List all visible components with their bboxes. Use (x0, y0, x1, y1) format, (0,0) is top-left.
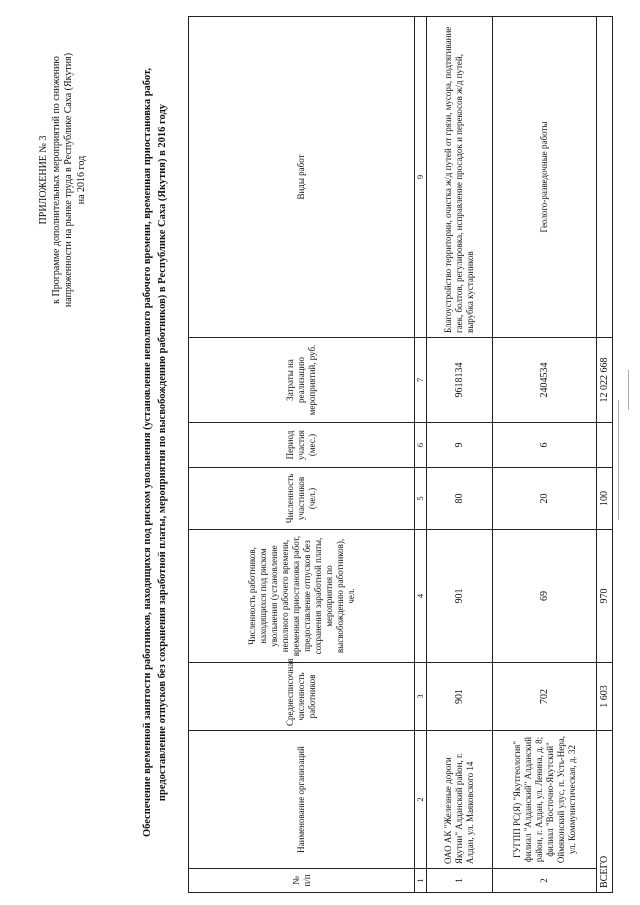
appendix-line-3: на 2016 год (75, 155, 87, 205)
scan-mark-line (628, 370, 629, 410)
column-number: 7 (415, 338, 427, 423)
total-avg: 1 603 (597, 663, 613, 731)
employment-table (188, 16, 613, 893)
appendix-title: ПРИЛОЖЕНИЕ № 3 (38, 135, 49, 225)
column-number: 2 (415, 731, 427, 869)
row-risk: 901 (427, 530, 493, 663)
total-works-empty (597, 17, 613, 338)
row-risk: 69 (493, 530, 597, 663)
header-period: Период участия (мес.) (189, 423, 415, 468)
header-org: Наименование организаций (189, 731, 415, 869)
row-cost: 2404534 (493, 338, 597, 423)
total-participants: 100 (597, 468, 613, 530)
row-participants: 80 (427, 468, 493, 530)
row-period: 9 (427, 423, 493, 468)
row-works: Геолого-разведочные работы (493, 17, 597, 338)
column-number: 1 (415, 869, 427, 893)
total-period-empty (597, 423, 613, 468)
column-numbers-row (415, 17, 427, 893)
column-number: 5 (415, 468, 427, 530)
total-risk: 970 (597, 530, 613, 663)
total-cost: 12 022 668 (597, 338, 613, 423)
row-works: Благоустройство территории, очистка ж/д путей от грязи, мусора, подтягивание гаек, болтов, регулировка, исправление просадок и перекосов ж/д путей, вырубка кустарников (427, 17, 493, 338)
header-cost: Затраты на реализацию мероприятий, руб. (189, 338, 415, 423)
row-num: 2 (493, 869, 597, 893)
total-label: ВСЕГО (597, 731, 613, 893)
table-row (493, 17, 597, 893)
appendix-line-1: к Программе дополнительных мероприятий по снижению (50, 56, 62, 304)
header-row (189, 17, 415, 893)
column-number: 6 (415, 423, 427, 468)
row-org: ГУГПП РС(Я) "Якутгеология" филиал "Алданский" Алданский район, г. Алдан, ул. Ленина, д. 8; филиал "Восточно-Якутский" Оймяконский улус, п. Усть-Нера, ул. Коммунистическая, д. 32 (493, 731, 597, 869)
row-period: 6 (493, 423, 597, 468)
appendix-line-2: напряженности на рынке труда в Республике Саха (Якутия) (63, 52, 74, 308)
header-works: Виды работ (189, 17, 415, 338)
header-participants: Численность участников (чел.) (189, 468, 415, 530)
total-row (597, 17, 613, 893)
header-avg: Среднесписочная численность работников (189, 663, 415, 731)
scan-mark-line (618, 400, 619, 520)
column-number: 9 (415, 17, 427, 338)
row-avg: 901 (427, 663, 493, 731)
row-num: 1 (427, 869, 493, 893)
row-cost: 9618134 (427, 338, 493, 423)
table-row (427, 17, 493, 893)
header-risk: Численность работников, находящихся под риском увольнения (установление неполного рабочего времени, временная приостановка работ, предоставление отпусков без сохранения заработной платы, мероприятия по высвобождению работников), чел. (189, 530, 415, 663)
header-num: № п/п (189, 869, 415, 893)
row-participants: 20 (493, 468, 597, 530)
column-number: 4 (415, 530, 427, 663)
appendix-header (38, 15, 88, 345)
document-title: Обеспечение временной занятости работников, находящихся под риском увольнения (установление неполного рабочего времени, временная приостановка работ, предоставление отпусков без сохранения заработной платы, мероприятия по высвобождению работников) в Республике Саха (Якутия) в 2016 году (142, 68, 168, 838)
row-avg: 702 (493, 663, 597, 731)
row-org: ОАО АК "Железные дороги Якутии" Алданский район, г. Алдан, ул. Маяковского 14 (427, 731, 493, 869)
column-number: 3 (415, 663, 427, 731)
